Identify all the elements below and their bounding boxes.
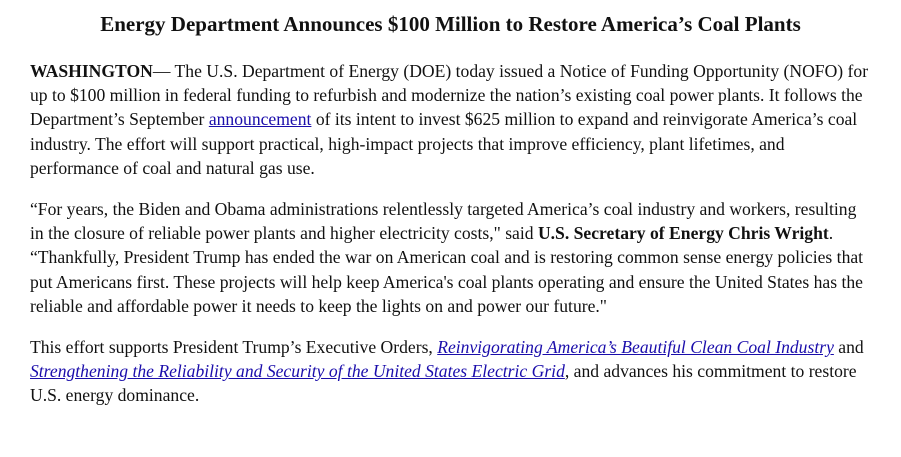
article-title: Energy Department Announces $100 Million to Restore America’s Coal Plants (100, 12, 801, 36)
eo-text-b: and (833, 337, 864, 358)
quote-text-a: “For years, the Biden and Obama administrations relentlessly targeted America’s coal industry and workers, resulting in the closure of reliable power plants and higher electricity costs," said (30, 199, 857, 244)
paragraph-quote (30, 197, 871, 318)
paragraph-intro (30, 59, 871, 180)
eo-text-a: This effort supports President Trump’s Executive Orders, (30, 337, 438, 358)
paragraph-executive-orders (30, 335, 871, 408)
dateline: WASHINGTON (30, 61, 153, 81)
quote-text-b: . “Thankfully, President Trump has ended the war on American coal and is restoring common sense energy policies that put Americans first. These projects will help keep America's coal plants operating and ensure the United States has the reliable and affordable power it needs to keep the lights on and power our future." (30, 223, 864, 316)
coal-industry-eo-link[interactable]: Reinvigorating America’s Beautiful Clean Coal Industry (437, 337, 834, 358)
eo-text-c: , and advances his commitment to restore U.S. energy dominance. (30, 361, 857, 406)
speaker-name: U.S. Secretary of Energy Chris Wright (537, 223, 829, 244)
intro-text-a: — The U.S. Department of Energy (DOE) today issued a Notice of Funding Opportunity (NOFO) for up to $100 million in federal funding to refurbish and modernize the nation’s existing coal power plants. It follows the Department’s September (30, 61, 869, 130)
announcement-link[interactable]: announcement (208, 109, 312, 130)
electric-grid-eo-link[interactable]: Strengthening the Reliability and Security of the United States Electric Grid (30, 361, 565, 382)
intro-text-b: of its intent to invest $625 million to expand and reinvigorate America’s coal industry. The effort will support practical, high-impact projects that improve efficiency, plant lifetimes, and performance of coal and natural gas use. (30, 109, 858, 178)
